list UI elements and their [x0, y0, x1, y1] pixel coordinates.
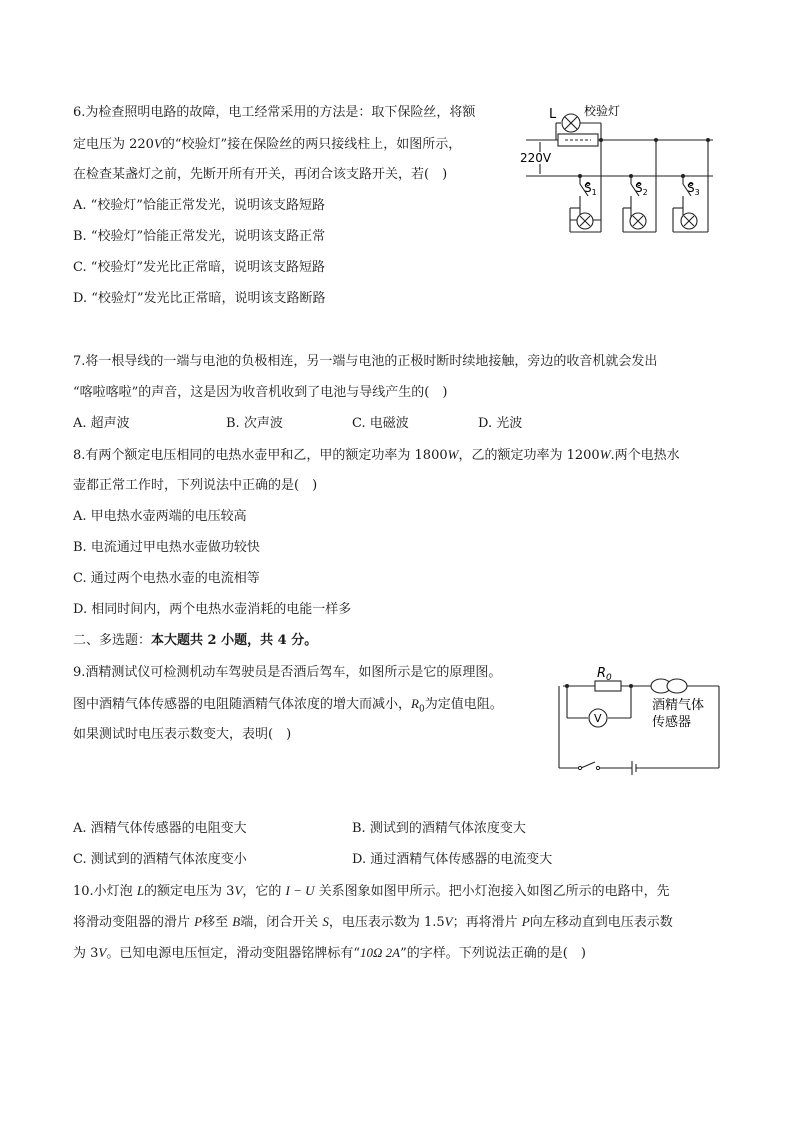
q10-l1-b: 的额定电压为 3 [144, 884, 235, 899]
q6-fig-check-lamp: 校验灯 [584, 104, 621, 118]
q10-l2-p2: P [521, 914, 530, 929]
q7-option-c[interactable]: C. 电磁波 [352, 416, 409, 431]
q6-fig-voltage: 220V [520, 151, 552, 165]
q6-option-c[interactable]: C. “校验灯”发光比正常暗，说明该支路短路 [73, 260, 326, 275]
q8-line-1 [73, 447, 680, 464]
q9-option-c[interactable]: C. 测试到的酒精气体浓度变小 [73, 852, 247, 867]
q10-l2-v: V [444, 914, 453, 929]
q8-line-1-c: .两个电热水 [610, 448, 680, 463]
q9-line-1: 9.酒精测试仪可检测机动车驾驶员是否酒后驾车，如图所示是它的原理图。 [73, 665, 502, 680]
q6-fig-s1: $S_1$ [584, 181, 597, 197]
q10-l1-a: 10.小灯泡 [73, 884, 137, 899]
q8-line-1-a: 8.有两个额定电压相同的电热水壶甲和乙，甲的额定功率为 1800 [73, 448, 448, 463]
q9-circuit-figure [555, 660, 725, 775]
q8-line-1-b: ，乙的额定功率为 1200 [458, 448, 600, 463]
q8-option-c[interactable]: C. 通过两个电热水壶的电流相等 [73, 571, 260, 586]
q6-option-d[interactable]: D. “校验灯”发光比正常暗，说明该支路断路 [73, 291, 326, 306]
q8-option-b[interactable]: B. 电流通过甲电热水壶做功较快 [73, 540, 260, 555]
q9-line-2-a: 图中酒精气体传感器的电阻随酒精气体浓度的增大而减小， [73, 697, 412, 712]
q8-line-2: 壶都正常工作时，下列说法中正确的是( ) [73, 478, 318, 493]
q6-fig-lamp-label: L [549, 107, 557, 122]
q6-line-2 [73, 136, 461, 153]
q6-line-1: 6.为检查照明电路的故障，电工经常采用的方法是：取下保险丝，将额 [73, 105, 476, 120]
q7-option-d[interactable]: D. 光波 [478, 416, 523, 431]
q9-option-b[interactable]: B. 测试到的酒精气体浓度变大 [352, 821, 526, 836]
q7-line-1: 7.将一根导线的一端与电池的负极相连，另一端与电池的正极时断时续地接触，旁边的收音机就会发出 [73, 354, 658, 369]
q7-option-a[interactable]: A. 超声波 [73, 416, 130, 431]
q10-l1-iu: I − U [285, 883, 315, 898]
q10-l1-v: V [234, 883, 243, 898]
q10-l2-f: 向左移动直到电压表示数 [529, 915, 673, 930]
q8-unit-w: W [447, 447, 459, 462]
q6-line-2-b: 的“校验灯”接在保险丝的两只接线柱上，如图所示， [161, 137, 462, 152]
q10-l3-spec: 10Ω 2A [360, 945, 401, 960]
q6-line-2-a: 定电压为 220 [73, 137, 154, 152]
q10-l2-bb: B [232, 914, 241, 929]
q10-line-3 [73, 945, 586, 962]
q10-l1-l: L [136, 883, 145, 898]
q7-line-2: “喀啦喀啦”的声音，这是因为收音机收到了电池与导线产生的( ) [73, 385, 448, 400]
q6-fig-s2: $S_2$ [635, 181, 648, 197]
q9-r0-sub: 0 [418, 704, 425, 715]
q9-option-a[interactable]: A. 酒精气体传感器的电阻变大 [73, 821, 247, 836]
q10-l2-d: ，电压表示数为 1.5 [328, 915, 445, 930]
q6-fig-s3: $S_3$ [687, 181, 700, 197]
q6-unit-v: V [153, 136, 162, 151]
q8-unit-w-2: W [599, 447, 611, 462]
q9-line-3: 如果测试时电压表示数变大，表明( ) [73, 727, 292, 742]
q8-option-a[interactable]: A. 甲电热水壶两端的电压较高 [73, 509, 247, 524]
q9-line-2-b: 为定值电阻。 [424, 697, 503, 712]
q10-l1-d: 关系图象如图甲所示。把小灯泡接入如图乙所示的电路中，先 [314, 884, 670, 899]
q10-l2-e: ；再将滑片 [452, 915, 522, 930]
q7-option-b[interactable]: B. 次声波 [226, 416, 283, 431]
q9-fig-sensor-1: 酒精气体 [652, 698, 705, 713]
q6-option-b[interactable]: B. “校验灯”恰能正常发光，说明该支路正常 [73, 229, 326, 244]
q10-l2-b: 移至 [202, 915, 233, 930]
q10-l2-s: S [322, 914, 329, 929]
q10-l3-c: ”的字样。下列说法正确的是( ) [400, 946, 586, 961]
q9-line-2 [73, 696, 503, 718]
q9-r0: R [411, 696, 419, 711]
q10-line-1 [73, 883, 670, 900]
q6-circuit-figure [518, 100, 723, 240]
q9-option-d[interactable]: D. 通过酒精气体传感器的电流变大 [352, 852, 553, 867]
q10-l2-a: 将滑动变阻器的滑片 [73, 915, 195, 930]
q9-fig-sensor-2: 传感器 [652, 715, 692, 730]
q9-fig-r0: $R_0$ [597, 666, 612, 683]
section-2-heading [73, 633, 317, 649]
q10-line-2 [73, 914, 673, 931]
q10-l2-p: P [194, 914, 203, 929]
q8-option-d[interactable]: D. 相同时间内，两个电热水壶消耗的电能一样多 [73, 602, 352, 617]
q9-fig-voltmeter: V [594, 712, 602, 725]
q6-line-3: 在检查某盏灯之前，先断开所有开关，再闭合该支路开关，若( ) [73, 167, 448, 182]
q6-option-a[interactable]: A. “校验灯”恰能正常发光，说明该支路短路 [73, 198, 325, 213]
q10-l3-v: V [98, 945, 107, 960]
q10-l3-a: 为 3 [73, 946, 99, 961]
q10-l1-c: ，它的 [242, 884, 286, 899]
q10-l2-c: 端，闭合开关 [240, 915, 323, 930]
q10-l3-b: 。已知电源电压恒定，滑动变阻器铭牌标有“ [106, 946, 361, 961]
section-2-bold: 本大题共 2 小题，共 4 分。 [151, 633, 318, 648]
section-2-prefix: 二、多选题： [73, 633, 152, 648]
